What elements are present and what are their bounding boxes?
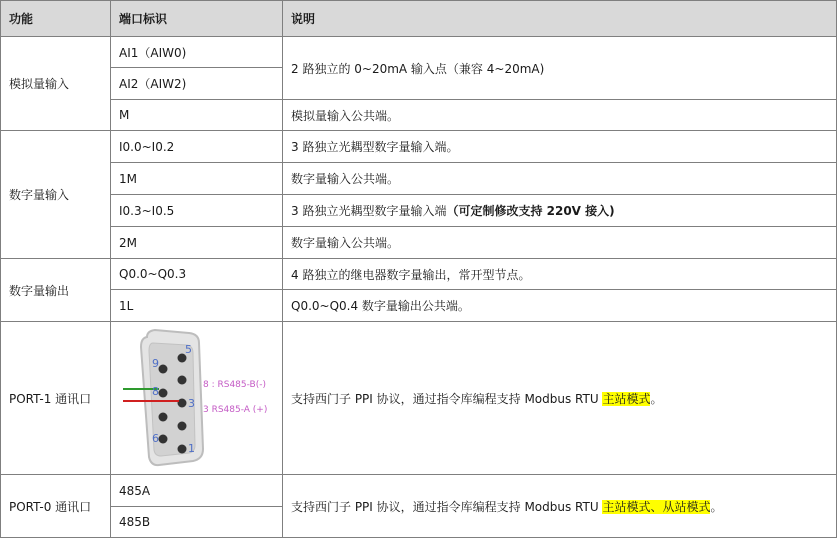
digital-input-desc-3-text: 3 路独立光耦型数字量输入端 bbox=[291, 204, 447, 218]
db9-label-pin8: 8 : RS485-B(-) bbox=[203, 380, 266, 390]
db9-pin-2 bbox=[178, 422, 187, 431]
header-function: 功能 bbox=[1, 1, 111, 37]
table-row bbox=[1, 37, 837, 68]
digital-input-port-2: 1M bbox=[111, 163, 283, 195]
db9-pin-6 bbox=[159, 435, 168, 444]
port1-desc bbox=[283, 322, 837, 475]
digital-input-port-3: I0.3~I0.5 bbox=[111, 195, 283, 227]
digital-input-desc-2: 数字量输入公共端。 bbox=[283, 163, 837, 195]
header-port: 端口标识 bbox=[111, 1, 283, 37]
db9-pin-7 bbox=[159, 413, 168, 422]
digital-input-port-1: I0.0~I0.2 bbox=[111, 131, 283, 163]
port1-function: PORT-1 通讯口 bbox=[1, 322, 111, 475]
digital-output-function: 数字量输出 bbox=[1, 259, 111, 322]
port0-desc-end: 。 bbox=[710, 499, 723, 514]
db9-pin-number-3: 3 bbox=[188, 397, 195, 410]
db9-pin-1 bbox=[178, 445, 187, 454]
digital-input-desc-3 bbox=[283, 195, 837, 227]
table-row bbox=[1, 163, 837, 195]
analog-input-port-ai1: AI1（AIW0) bbox=[111, 37, 283, 68]
port0-function: PORT-0 通讯口 bbox=[1, 475, 111, 538]
digital-input-port-4: 2M bbox=[111, 227, 283, 259]
table-row bbox=[1, 195, 837, 227]
table-header-row bbox=[1, 1, 837, 37]
table-row bbox=[1, 100, 837, 131]
db9-pin-number-5: 5 bbox=[185, 343, 192, 356]
port1-desc-end: 。 bbox=[650, 391, 663, 406]
digital-input-desc-1: 3 路独立光耦型数字量输入端。 bbox=[283, 131, 837, 163]
digital-output-port-2: 1L bbox=[111, 290, 283, 322]
port0-desc-highlight: 主站模式、从站模式 bbox=[602, 499, 711, 514]
table-row bbox=[1, 475, 837, 507]
db9-connector-icon bbox=[119, 325, 299, 471]
port1-connector-cell bbox=[111, 322, 283, 475]
table-row bbox=[1, 259, 837, 290]
analog-input-function: 模拟量输入 bbox=[1, 37, 111, 131]
port1-desc-text: 支持西门子 PPI 协议，通过指令库编程支持 Modbus RTU bbox=[291, 391, 603, 406]
analog-input-port-ai2: AI2（AIW2) bbox=[111, 68, 283, 100]
db9-pin-4 bbox=[178, 376, 187, 385]
digital-output-port-1: Q0.0~Q0.3 bbox=[111, 259, 283, 290]
port1-desc-highlight: 主站模式 bbox=[602, 391, 651, 406]
table-row bbox=[1, 290, 837, 322]
digital-output-desc-2: Q0.0~Q0.4 数字量输出公共端。 bbox=[283, 290, 837, 322]
port0-port-485b: 485B bbox=[111, 507, 283, 538]
digital-input-function: 数字量输入 bbox=[1, 131, 111, 259]
port0-port-485a: 485A bbox=[111, 475, 283, 507]
digital-output-desc-1: 4 路独立的继电器数字量输出，常开型节点。 bbox=[283, 259, 837, 290]
db9-pin-9 bbox=[159, 365, 168, 374]
db9-connector-diagram bbox=[119, 325, 299, 471]
db9-pin-number-8: 8 bbox=[152, 385, 159, 398]
table-row bbox=[1, 131, 837, 163]
header-description: 说明 bbox=[283, 1, 837, 37]
db9-pin-number-9: 9 bbox=[152, 357, 159, 370]
db9-pin-8 bbox=[159, 389, 168, 398]
port0-desc bbox=[283, 475, 837, 538]
digital-input-desc-4: 数字量输入公共端。 bbox=[283, 227, 837, 259]
port0-desc-text: 支持西门子 PPI 协议，通过指令库编程支持 Modbus RTU bbox=[291, 499, 603, 514]
analog-input-desc: 2 路独立的 0~20mA 输入点（兼容 4~20mA) bbox=[283, 37, 837, 100]
table-row bbox=[1, 322, 837, 475]
db9-label-pin3: 3 RS485-A (+) bbox=[203, 405, 268, 415]
db9-pin-3 bbox=[178, 399, 187, 408]
table-row bbox=[1, 227, 837, 259]
digital-input-desc-3-note: （可定制修改支持 220V 接入) bbox=[446, 204, 615, 218]
analog-input-common-desc: 模拟量输入公共端。 bbox=[283, 100, 837, 131]
analog-input-port-m: M bbox=[111, 100, 283, 131]
db9-pin-number-1: 1 bbox=[188, 442, 195, 455]
db9-pin-number-6: 6 bbox=[152, 432, 159, 445]
